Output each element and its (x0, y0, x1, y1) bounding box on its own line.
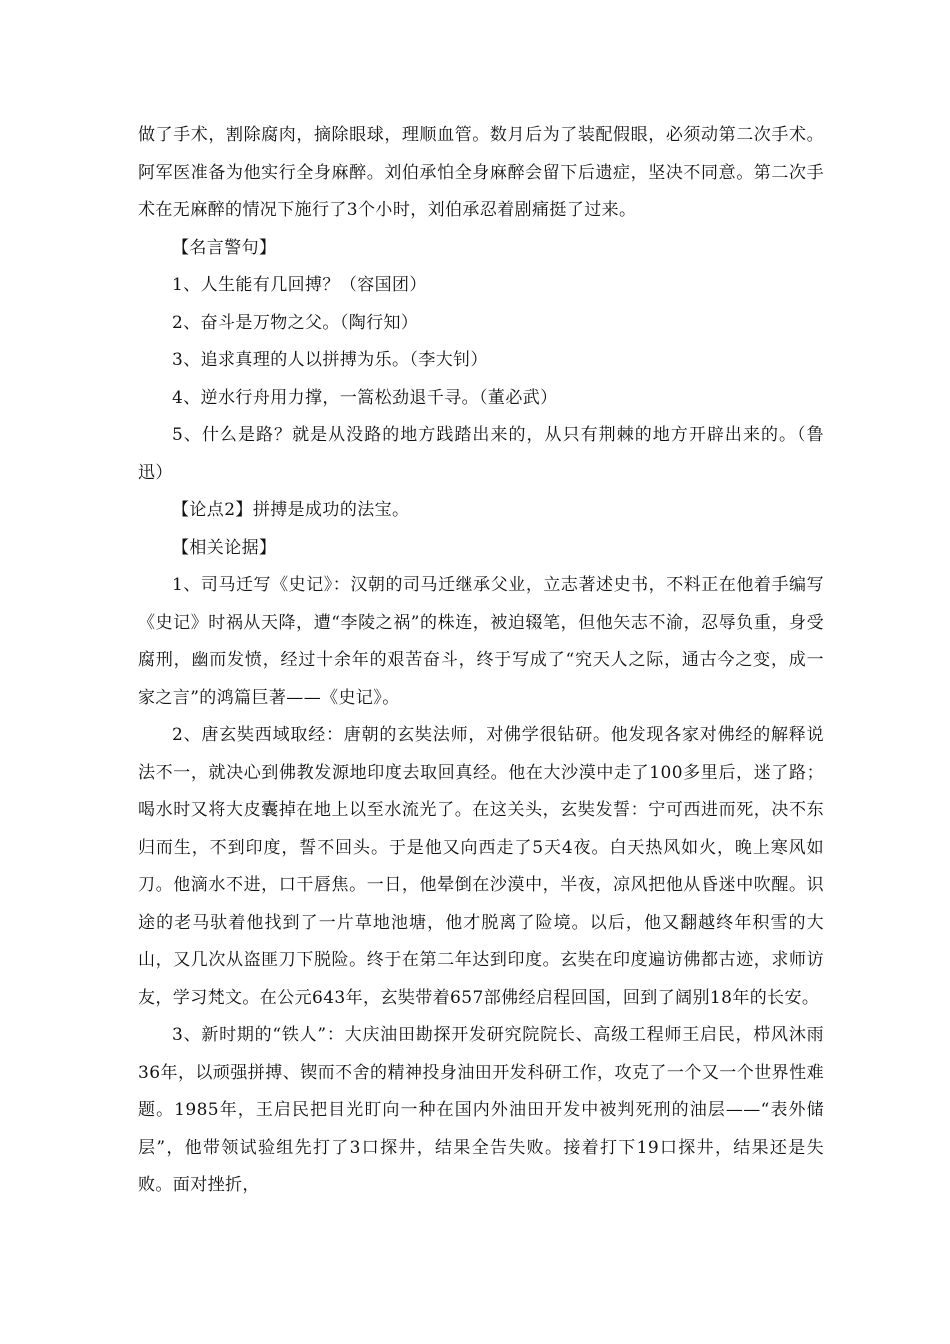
quote-item-5: 5、什么是路？就是从没路的地方践踏出来的，从只有荆棘的地方开辟出来的。（鲁迅） (138, 425, 824, 483)
quote-item-3: 3、追求真理的人以拼搏为乐。（李大钊） (172, 350, 488, 370)
evidence-item-3: 3、新时期的“铁人”：大庆油田勘探开发研究院院长、高级工程师王启民，栉风沐雨36年，以顽强拼搏、锲而不舍的精神投身油田开发科研工作，攻克了一个又一个世界性难题。1985年，王启民把目光盯向一种在国内外油田开发中被判死刑的油层——“表外储层”，他带领试验组先打了3口探井，结果全告失败。接着打下19口探井，结果还是失败。面对挫折， (138, 1025, 824, 1195)
heading-related-evidence: 【相关论据】 (172, 537, 277, 558)
quote-item-1: 1、人生能有几回搏？（容国团） (172, 275, 427, 295)
heading-argument-2: 【论点2】拼搏是成功的法宝。 (172, 500, 410, 520)
heading-famous-quotes: 【名言警句】 (172, 237, 277, 258)
evidence-item-1: 1、司马迁写《史记》：汉朝的司马迁继承父业，立志著述史书，不料正在他着手编写《史记》时祸从天降，遭“李陵之祸”的株连，被迫辍笔，但他矢志不渝，忍辱负重，身受腐刑，幽而发愤，经过十余年的艰苦奋斗，终于写成了“究天人之际，通古今之变，成一家之言”的鸿篇巨著——《史记》。 (138, 575, 824, 708)
paragraph-surgery-continued: 做了手术，割除腐肉，摘除眼球，理顺血管。数月后为了装配假眼，必须动第二次手术。阿军医准备为他实行全身麻醉。刘伯承怕全身麻醉会留下后遗症，坚决不同意。第二次手术在无麻醉的情况下施行了3个小时，刘伯承忍着剧痛挺了过来。 (138, 125, 824, 220)
evidence-item-2: 2、唐玄奘西域取经：唐朝的玄奘法师，对佛学很钻研。他发现各家对佛经的解释说法不一，就决心到佛教发源地印度去取回真经。他在大沙漠中走了100多里后，迷了路；喝水时又将大皮囊掉在地上以至水流光了。在这关头，玄奘发誓：宁可西进而死，决不东归而生，不到印度，誓不回头。于是他又向西走了5天4夜。白天热风如火，晚上寒风如刀。他滴水不进，口干唇焦。一日，他晕倒在沙漠中，半夜，凉风把他从昏迷中吹醒。识途的老马驮着他找到了一片草地池塘，他才脱离了险境。以后，他又翻越终年积雪的大山，又几次从盗匪刀下脱险。终于在第二年达到印度。玄奘在印度遍访佛都古迹，求师访友，学习梵文。在公元643年，玄奘带着657部佛经启程回国，回到了阔别18年的长安。 (138, 725, 824, 1008)
quote-item-2: 2、奋斗是万物之父。（陶行知） (172, 312, 419, 333)
document-body (138, 117, 824, 1205)
quote-item-4: 4、逆水行舟用力撑，一篙松劲退千寻。（董必武） (172, 387, 558, 408)
